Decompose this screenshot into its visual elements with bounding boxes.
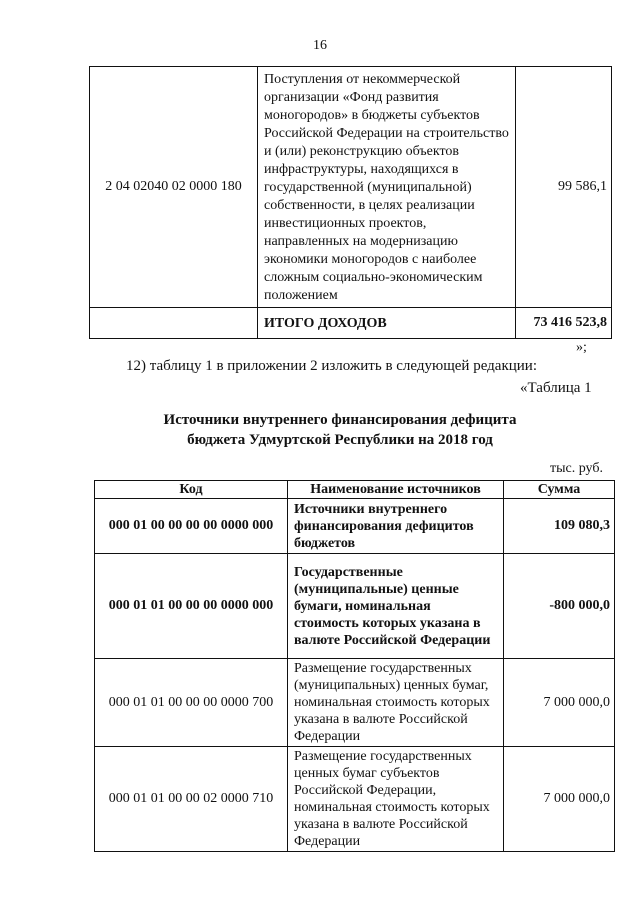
row-name: Государственные (муниципальные) ценные бумаги, номинальная стоимость которых указана в валюте Российской Федерации	[288, 554, 504, 659]
table-label: «Таблица 1	[520, 380, 592, 396]
closing-quote: »;	[576, 340, 587, 355]
row-name: Источники внутреннего финансирования дефицитов бюджетов	[288, 499, 504, 554]
row-sum: -800 000,0	[504, 554, 615, 659]
row-name: Размещение государственных ценных бумаг субъектов Российской Федерации, номинальная стоимость которых указана в валюте Российской Федерации	[288, 747, 504, 852]
units-label: тыс. руб.	[550, 461, 603, 476]
table-row	[95, 659, 615, 747]
total-sum: 73 416 523,8	[516, 308, 612, 339]
row-sum: 7 000 000,0	[504, 659, 615, 747]
row-name: Размещение государственных (муниципальных) ценных бумаг, номинальная стоимость которых указана в валюте Российской Федерации	[288, 659, 504, 747]
income-code: 2 04 02040 02 0000 180	[90, 67, 258, 308]
instruction-text: 12) таблицу 1 в приложении 2 изложить в следующей редакции:	[126, 358, 537, 374]
row-code: 000 01 01 00 00 00 0000 000	[95, 554, 288, 659]
sources-title	[0, 410, 640, 450]
row-code: 000 01 00 00 00 00 0000 000	[95, 499, 288, 554]
sources-table	[94, 480, 615, 852]
total-empty-cell	[90, 308, 258, 339]
income-sum: 99 586,1	[516, 67, 612, 308]
total-label: ИТОГО ДОХОДОВ	[258, 308, 516, 339]
table-row	[95, 499, 615, 554]
income-name: Поступления от некоммерческой организации «Фонд развития моногородов» в бюджеты субъектов Российской Федерации на строительство и (или) реконструкцию объектов инфраструктуры, находящихся в государственной (муниципальной) собственности, в целях реализации инвестиционных проектов, направленных на модернизацию экономики моногородов с наиболее сложным социально-экономическим положением	[258, 67, 516, 308]
sources-title-line2: бюджета Удмуртской Республики на 2018 год	[187, 432, 493, 448]
page-number: 16	[313, 38, 327, 53]
table-row	[95, 747, 615, 852]
header-code: Код	[95, 481, 288, 499]
row-code: 000 01 01 00 00 02 0000 710	[95, 747, 288, 852]
sources-title-line1: Источники внутреннего финансирования дефицита	[163, 412, 517, 428]
row-sum: 7 000 000,0	[504, 747, 615, 852]
table-header-row	[95, 481, 615, 499]
income-table	[89, 66, 612, 339]
total-row	[90, 308, 612, 339]
row-sum: 109 080,3	[504, 499, 615, 554]
header-name: Наименование источников	[288, 481, 504, 499]
row-code: 000 01 01 00 00 00 0000 700	[95, 659, 288, 747]
table-row	[90, 67, 612, 308]
table-row	[95, 554, 615, 659]
header-sum: Сумма	[504, 481, 615, 499]
